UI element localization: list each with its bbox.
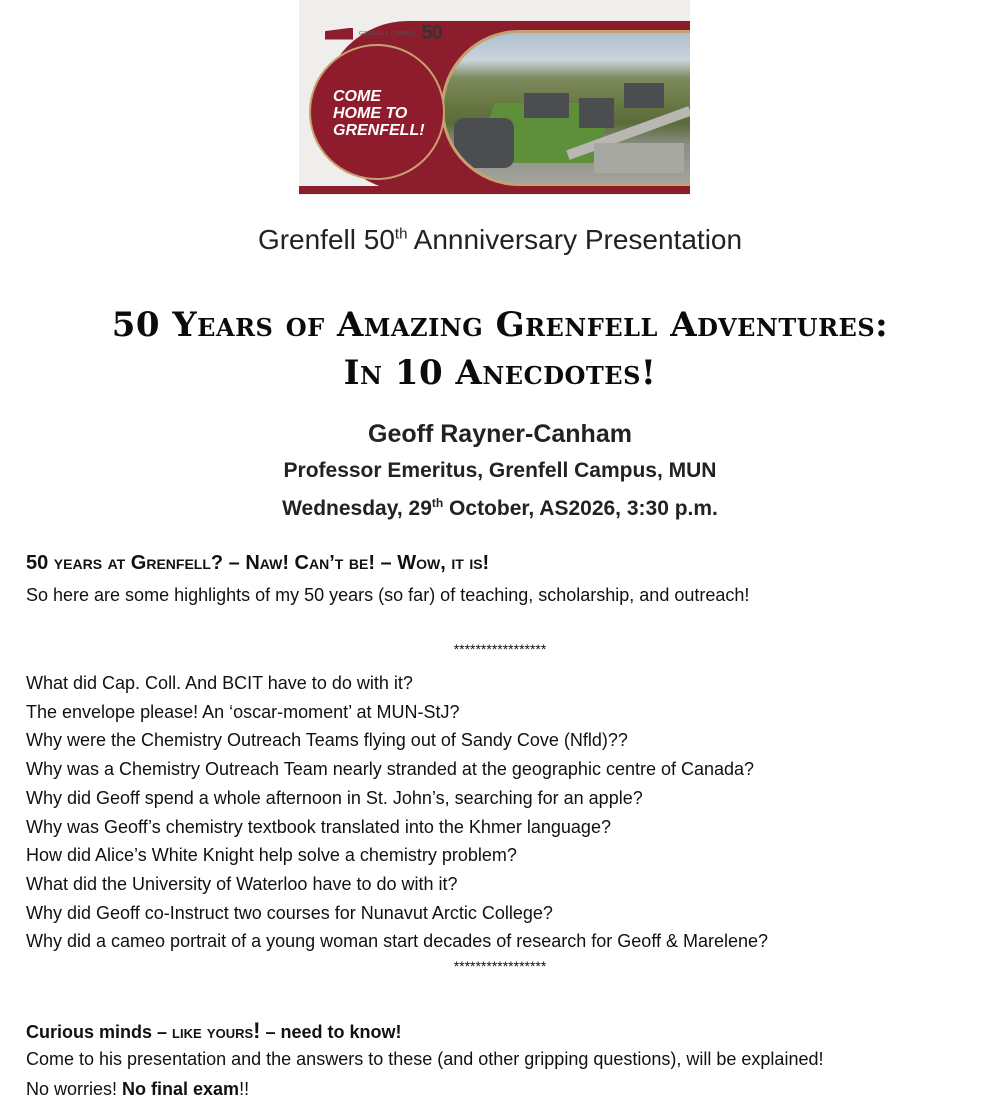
anniversary-subtitle: Grenfell 50th Annniversary Presentation [257, 224, 743, 255]
presentation-date: Wednesday, 29th October, AS2026, 3:30 p.m. [282, 496, 718, 520]
headline-line-2: In 10 Anecdotes! [343, 353, 657, 393]
author-position: Professor Emeritus, Grenfell Campus, MUN [283, 459, 717, 482]
list-item: Why did a cameo portrait of a young woman start decades of research for Geoff & Marelene? [26, 931, 769, 952]
separator-bottom: ***************** [453, 958, 547, 974]
list-item: Why were the Chemistry Outreach Teams flying out of Sandy Cove (Nfld)?? [26, 730, 628, 751]
list-item: The envelope please! An ‘oscar-moment’ at MUN-StJ? [26, 701, 460, 722]
campus-aerial-photo [441, 30, 690, 186]
intro-text: So here are some highlights of my 50 years (so far) of teaching, scholarship, and outreach! [26, 585, 750, 605]
list-item: What did the University of Waterloo have to do with it? [26, 873, 458, 894]
logo-small-text: GRENFELL CAMPUS [359, 30, 416, 37]
list-item: Why did Geoff co-Instruct two courses for Nunavut Arctic College? [26, 902, 553, 923]
come-home-text: COME HOME TO GRENFELL! [333, 88, 425, 139]
author-name: Geoff Rayner-Canham [368, 420, 632, 448]
logo-flag-icon [325, 28, 353, 40]
headline-line-1: 50 Years of Amazing Grenfell Adventures: [111, 305, 889, 345]
grenfell-50-logo [325, 22, 442, 45]
section-heading: 50 years at Grenfell? – Naw! Can’t be! – Wow, it is! [26, 552, 490, 574]
curious-minds-line: Curious minds – like yours! – need to know! [26, 1018, 402, 1043]
list-item: Why was a Chemistry Outreach Team nearly stranded at the geographic centre of Canada? [26, 759, 755, 780]
anecdote-questions-list [26, 669, 768, 956]
no-worries-text: No worries! No final exam!! [26, 1079, 250, 1099]
logo-number: 50 [421, 22, 442, 44]
separator-top: ***************** [453, 641, 547, 657]
banner-bottom-strip [299, 186, 690, 194]
banner-image [299, 0, 690, 213]
invitation-text: Come to his presentation and the answers to these (and other gripping questions), will be explained! [26, 1049, 824, 1069]
list-item: What did Cap. Coll. And BCIT have to do with it? [26, 673, 413, 693]
list-item: Why was Geoff’s chemistry textbook translated into the Khmer language? [26, 816, 611, 837]
list-item: How did Alice’s White Knight help solve a chemistry problem? [26, 845, 517, 866]
presentation-headline [0, 301, 1000, 397]
list-item: Why did Geoff spend a whole afternoon in St. John’s, searching for an apple? [26, 787, 643, 808]
